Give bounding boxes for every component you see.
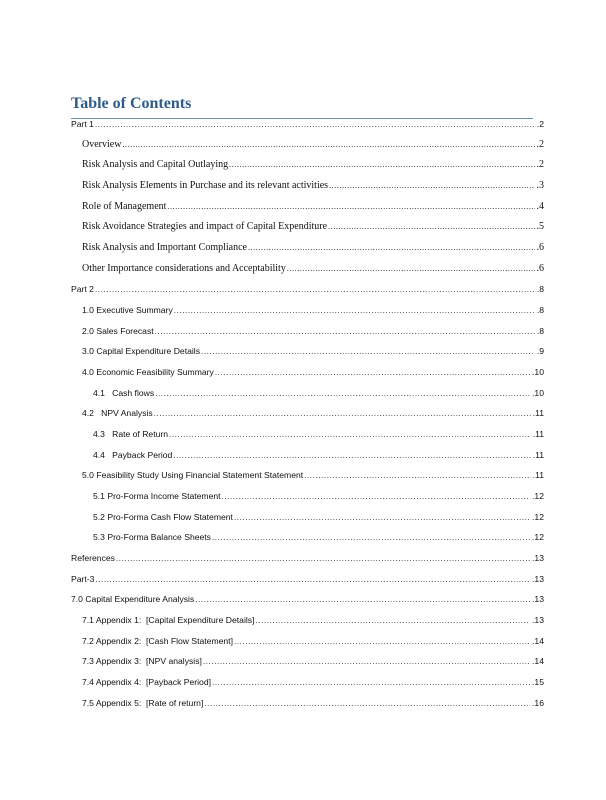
leader-dots bbox=[116, 552, 530, 566]
leader-dots bbox=[203, 655, 530, 669]
toc-entry-label: References bbox=[71, 553, 115, 563]
toc-entry-page: .6 bbox=[536, 263, 544, 274]
toc-entry-page: .6 bbox=[536, 242, 544, 253]
toc-entry-role-management[interactable] bbox=[82, 200, 544, 214]
toc-entry-page: .12 bbox=[532, 532, 544, 542]
toc-entry-part2[interactable] bbox=[71, 282, 544, 296]
toc-entry-payback-period[interactable] bbox=[93, 448, 544, 462]
toc-entry-page: .10 bbox=[532, 367, 544, 377]
toc-entry-page: .9 bbox=[536, 346, 544, 356]
toc-entry-cash-flows[interactable] bbox=[93, 386, 544, 400]
toc-entry-label: 3.0 Capital Expenditure Details bbox=[82, 346, 200, 356]
leader-dots bbox=[234, 635, 530, 649]
leader-dots bbox=[215, 366, 530, 380]
toc-entry-overview[interactable] bbox=[82, 138, 544, 152]
toc-entry-page: .3 bbox=[536, 180, 544, 191]
toc-entry-feasibility-study[interactable] bbox=[82, 468, 544, 482]
toc-entry-risk-analysis-capital[interactable] bbox=[82, 158, 544, 172]
toc-entry-page: .2 bbox=[536, 119, 544, 129]
leader-dots bbox=[201, 345, 535, 359]
leader-dots bbox=[95, 283, 535, 297]
toc-entry-label: 7.4 Appendix 4: [Payback Period] bbox=[82, 677, 211, 687]
toc-entry-label: 7.3 Appendix 3: [NPV analysis] bbox=[82, 656, 202, 666]
toc-entry-label: Part-3 bbox=[71, 574, 95, 584]
toc-entry-page: .8 bbox=[536, 284, 544, 294]
toc-entry-economic-feasibility[interactable] bbox=[82, 365, 544, 379]
toc-entry-appendix-3[interactable] bbox=[82, 654, 544, 668]
toc-entry-page: .16 bbox=[532, 698, 544, 708]
toc-entry-page: .2 bbox=[536, 159, 544, 170]
leader-dots bbox=[155, 387, 530, 401]
toc-entry-appendix-1[interactable] bbox=[82, 613, 544, 627]
leader-dots bbox=[195, 593, 530, 607]
toc-entry-label: 7.1 Appendix 1: [Capital Expenditure Details] bbox=[82, 615, 255, 625]
toc-entry-page: .2 bbox=[536, 139, 544, 150]
toc-entry-label: 2.0 Sales Forecast bbox=[82, 326, 154, 336]
toc-entry-page: .13 bbox=[532, 553, 544, 563]
leader-dots bbox=[167, 200, 534, 214]
leader-dots bbox=[169, 428, 531, 442]
leader-dots bbox=[122, 138, 534, 152]
toc-entry-page: .11 bbox=[532, 470, 544, 480]
toc-entry-npv-analysis[interactable] bbox=[82, 406, 544, 420]
toc-entry-page: .5 bbox=[536, 221, 544, 232]
toc-entry-balance-sheets[interactable] bbox=[93, 530, 544, 544]
leader-dots bbox=[173, 449, 530, 463]
toc-entry-page: .11 bbox=[532, 450, 544, 460]
toc-entry-cash-flow-statement[interactable] bbox=[93, 510, 544, 524]
toc-entry-label: Risk Analysis and Capital Outlaying bbox=[82, 159, 229, 170]
toc-entry-label: 7.0 Capital Expenditure Analysis bbox=[71, 594, 195, 604]
toc-entry-label: Role of Management bbox=[82, 201, 167, 212]
toc-entry-label: 5.2 Pro-Forma Cash Flow Statement bbox=[93, 512, 233, 522]
toc-entry-page: .12 bbox=[532, 491, 544, 501]
toc-entry-page: .14 bbox=[532, 656, 544, 666]
toc-entry-page: .8 bbox=[536, 305, 544, 315]
toc-entry-rate-of-return[interactable] bbox=[93, 427, 544, 441]
toc-entry-label: 7.5 Appendix 5: [Rate of return] bbox=[82, 698, 204, 708]
toc-entry-capex-details[interactable] bbox=[82, 344, 544, 358]
toc-entry-label: 7.2 Appendix 2: [Cash Flow Statement] bbox=[82, 636, 233, 646]
toc-entry-risk-compliance[interactable] bbox=[82, 241, 544, 255]
toc-entry-label: Overview bbox=[82, 139, 122, 150]
toc-entry-executive-summary[interactable] bbox=[82, 303, 544, 317]
leader-dots bbox=[329, 179, 534, 193]
leader-dots bbox=[328, 220, 534, 234]
toc-entry-label: 5.3 Pro-Forma Balance Sheets bbox=[93, 532, 211, 542]
toc-entry-page: .4 bbox=[536, 201, 544, 212]
leader-dots bbox=[154, 407, 531, 421]
toc-entry-page: .11 bbox=[532, 408, 544, 418]
leader-dots bbox=[155, 325, 535, 339]
toc-entry-label: 4.1 Cash flows bbox=[93, 388, 155, 398]
leader-dots bbox=[204, 697, 530, 711]
toc-entry-label: Part 2 bbox=[71, 284, 94, 294]
toc-entry-label: 5.0 Feasibility Study Using Financial Statement Statement bbox=[82, 470, 304, 480]
toc-entry-part3[interactable] bbox=[71, 572, 544, 586]
toc-entry-label: 1.0 Executive Summary bbox=[82, 305, 173, 315]
leader-dots bbox=[248, 241, 535, 255]
toc-entry-capex-analysis[interactable] bbox=[71, 592, 544, 606]
toc-entry-label: Part 1 bbox=[71, 119, 94, 129]
toc-entry-label: Risk Analysis and Important Compliance bbox=[82, 242, 247, 253]
toc-entry-label: 4.2 NPV Analysis bbox=[82, 408, 153, 418]
leader-dots bbox=[234, 511, 530, 525]
toc-entry-appendix-2[interactable] bbox=[82, 634, 544, 648]
toc-entry-appendix-4[interactable] bbox=[82, 675, 544, 689]
toc-entry-sales-forecast[interactable] bbox=[82, 324, 544, 338]
toc-entry-risk-elements[interactable] bbox=[82, 179, 544, 193]
toc-entry-part1[interactable] bbox=[71, 117, 544, 131]
toc-entry-page: .13 bbox=[532, 615, 544, 625]
toc-entry-label: 4.4 Payback Period bbox=[93, 450, 173, 460]
leader-dots bbox=[174, 304, 535, 318]
toc-entry-page: .8 bbox=[536, 326, 544, 336]
leader-dots bbox=[304, 469, 531, 483]
leader-dots bbox=[255, 614, 530, 628]
toc-entry-references[interactable] bbox=[71, 551, 544, 565]
toc-entry-page: .10 bbox=[532, 388, 544, 398]
leader-dots bbox=[229, 158, 534, 172]
toc-entry-risk-avoidance[interactable] bbox=[82, 220, 544, 234]
toc-entry-page: .14 bbox=[532, 636, 544, 646]
leader-dots bbox=[212, 676, 530, 690]
toc-entry-label: 4.3 Rate of Return bbox=[93, 429, 168, 439]
toc-entry-income-statement[interactable] bbox=[93, 489, 544, 503]
toc-entry-label: Risk Avoidance Strategies and impact of Capital Expenditure bbox=[82, 221, 328, 232]
toc-entry-label: Risk Analysis Elements in Purchase and its relevant activities bbox=[82, 180, 329, 191]
leader-dots bbox=[222, 490, 531, 504]
toc-entry-label: Other Importance considerations and Acceptability bbox=[82, 263, 286, 274]
leader-dots bbox=[95, 573, 530, 587]
toc-entry-page: .12 bbox=[532, 512, 544, 522]
toc-entry-other-considerations[interactable] bbox=[82, 262, 544, 276]
toc-entry-appendix-5[interactable] bbox=[82, 696, 544, 710]
leader-dots bbox=[95, 118, 535, 132]
toc-entry-label: 4.0 Economic Feasibility Summary bbox=[82, 367, 214, 377]
toc-title: Table of Contents bbox=[71, 95, 192, 112]
toc-entry-label: 5.1 Pro-Forma Income Statement bbox=[93, 491, 221, 501]
toc-entry-page: .13 bbox=[532, 594, 544, 604]
toc-entry-page: .15 bbox=[532, 677, 544, 687]
leader-dots bbox=[212, 531, 530, 545]
leader-dots bbox=[287, 262, 535, 276]
toc-entry-page: .13 bbox=[532, 574, 544, 584]
toc-entry-page: .11 bbox=[532, 429, 544, 439]
